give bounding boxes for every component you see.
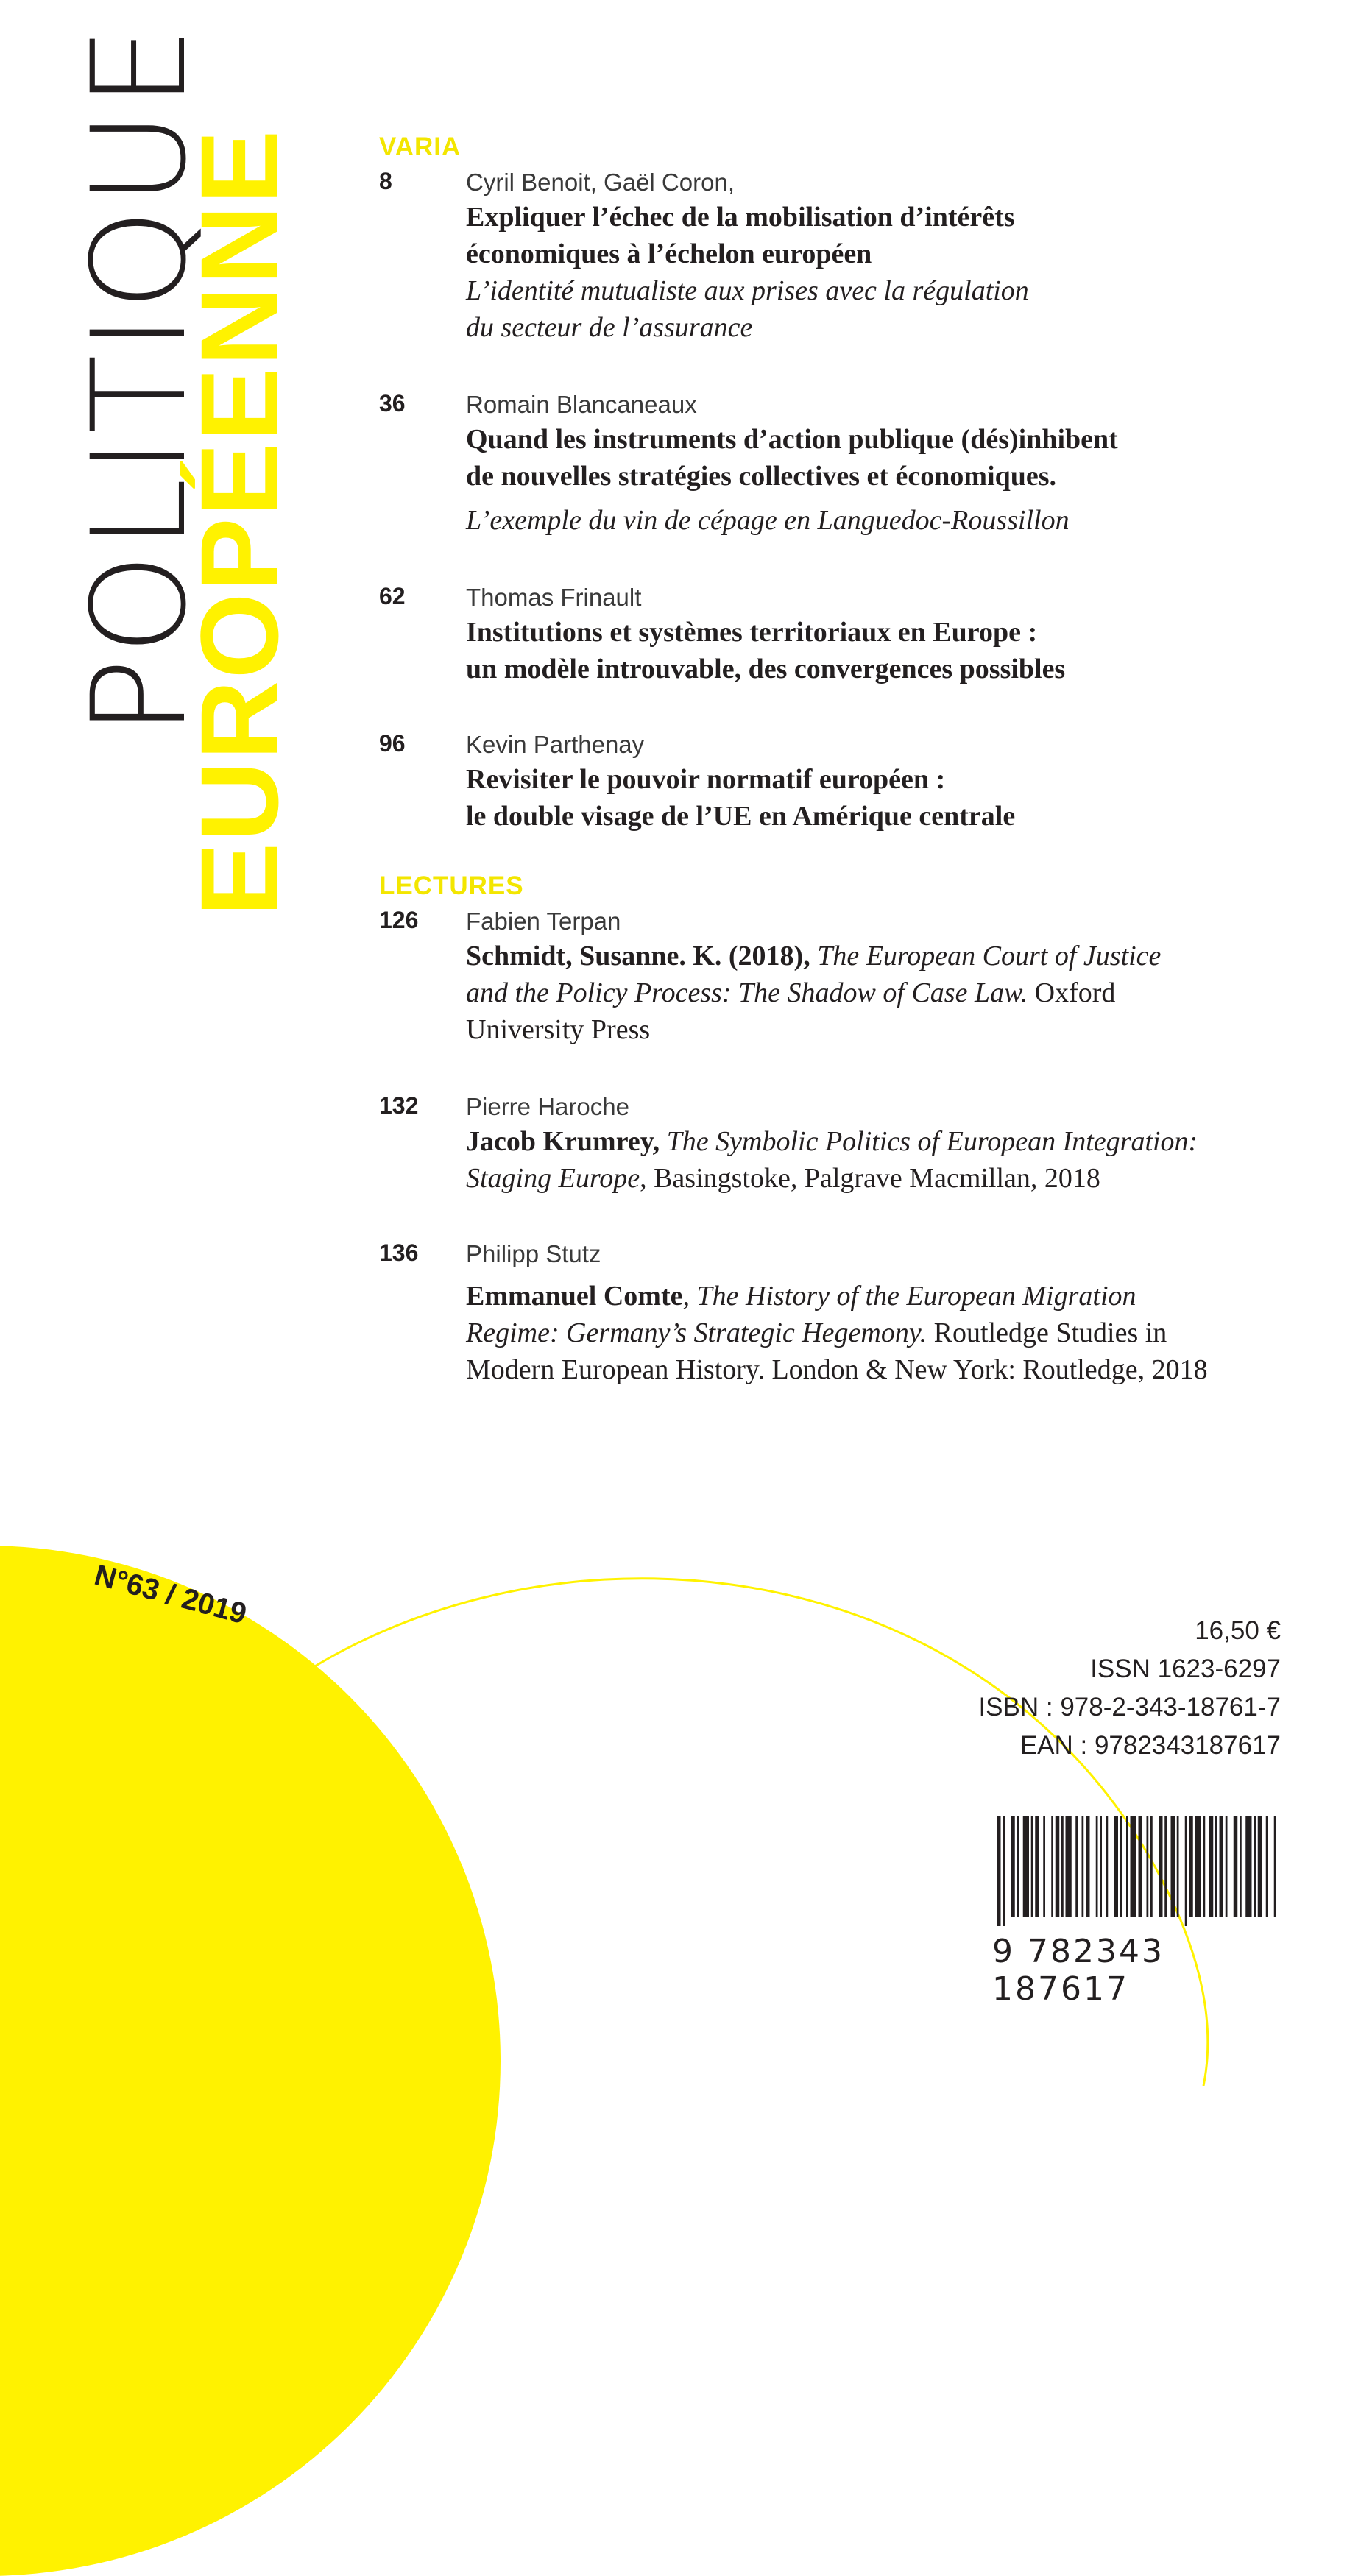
toc-entry[interactable] xyxy=(379,581,1284,687)
article-author: Romain Blancaneaux xyxy=(466,391,697,418)
barcode-bar xyxy=(1131,1816,1136,1917)
barcode-bar xyxy=(997,1816,1001,1926)
book-author: Emmanuel Comte xyxy=(466,1281,683,1312)
barcode-bar xyxy=(1066,1816,1072,1917)
page-number: 132 xyxy=(379,1092,419,1119)
barcode-bar xyxy=(1159,1816,1163,1917)
barcode-bar xyxy=(1096,1816,1098,1917)
article-author: Thomas Frinault xyxy=(466,584,642,611)
table-of-contents xyxy=(379,132,1284,1388)
book-title: Staging Europe xyxy=(466,1163,640,1194)
book-publisher: Routledge Studies in xyxy=(933,1317,1167,1348)
book-author: Schmidt, Susanne. K. (2018), xyxy=(466,941,810,972)
page-number: 136 xyxy=(379,1239,419,1266)
barcode-bar xyxy=(1189,1816,1193,1917)
book-reference-line xyxy=(466,938,1284,974)
page-number: 36 xyxy=(379,390,406,417)
barcode xyxy=(992,1816,1279,2008)
barcode-bar xyxy=(1043,1816,1045,1917)
article-author: Cyril Benoit, Gaël Coron, xyxy=(466,169,735,196)
price: 16,50 € xyxy=(1195,1616,1281,1645)
barcode-bar xyxy=(1164,1816,1167,1917)
barcode-bar xyxy=(1120,1816,1122,1917)
barcode-bar xyxy=(1051,1816,1053,1917)
article-title: économiques à l’échelon européen xyxy=(466,238,872,269)
issn: ISSN 1623-6297 xyxy=(1090,1655,1281,1683)
article-title: Quand les instruments d’action publique (dés)inhibent xyxy=(466,424,1118,455)
review-author: Pierre Haroche xyxy=(466,1093,629,1120)
toc-entry[interactable] xyxy=(379,1091,1284,1197)
page-number: 62 xyxy=(379,583,406,609)
isbn: ISBN : 978-2-343-18761-7 xyxy=(978,1693,1281,1722)
barcode-bar xyxy=(1209,1816,1214,1917)
article-subtitle: L’identité mutualiste aux prises avec la régulation xyxy=(466,275,1029,306)
barcode-bar xyxy=(1258,1816,1262,1917)
book-publisher: Oxford xyxy=(1034,977,1116,1008)
book-title: and the Policy Process: The Shadow of Case Law. xyxy=(466,977,1028,1008)
toc-entry[interactable] xyxy=(379,1238,1284,1388)
barcode-bar xyxy=(1254,1816,1256,1917)
toc-entry[interactable] xyxy=(379,905,1284,1048)
section-heading-lectures: LECTURES xyxy=(379,871,524,900)
barcode-bar xyxy=(1100,1816,1102,1917)
masthead-europeenne: EUROPÉENNE xyxy=(177,128,301,916)
barcode-bar xyxy=(1240,1816,1242,1917)
article-title: le double visage de l’UE en Amérique centrale xyxy=(466,801,1016,832)
barcode-bar xyxy=(1075,1816,1078,1917)
book-reference-line xyxy=(466,1278,1284,1314)
page-number: 126 xyxy=(379,907,419,933)
barcode-bar xyxy=(1031,1816,1033,1917)
barcode-bar xyxy=(1245,1816,1251,1917)
review-author: Philipp Stutz xyxy=(466,1240,601,1267)
barcode-bar xyxy=(1139,1816,1143,1917)
page-number: 96 xyxy=(379,730,406,757)
page-number: 8 xyxy=(379,168,392,194)
barcode-digits: 9 782343 187617 xyxy=(992,1933,1164,2008)
book-author: Jacob Krumrey, xyxy=(466,1126,660,1157)
barcode-bar xyxy=(1226,1816,1228,1917)
book-reference-line xyxy=(466,1123,1284,1160)
barcode-bar xyxy=(1234,1816,1238,1917)
barcode-bar xyxy=(1061,1816,1064,1917)
book-reference-line: Modern European History. London & New York: Routledge, 2018 xyxy=(466,1354,1208,1385)
barcode-bar xyxy=(1185,1816,1187,1926)
article-title: de nouvelles stratégies collectives et économiques. xyxy=(466,461,1057,492)
toc-entry[interactable] xyxy=(379,166,1284,346)
barcode-bar xyxy=(1035,1816,1039,1917)
barcode-bar xyxy=(1003,1816,1005,1926)
barcode-bar xyxy=(1150,1816,1153,1917)
article-title: Revisiter le pouvoir normatif européen : xyxy=(466,764,946,795)
barcode-bar xyxy=(1023,1816,1029,1917)
book-reference-line: University Press xyxy=(466,1014,651,1045)
barcode-bar xyxy=(1126,1816,1128,1917)
barcode-bar xyxy=(1017,1816,1019,1917)
issue-number: N°63 / 2019 xyxy=(91,1559,250,1631)
barcode-bar xyxy=(1171,1816,1175,1917)
article-subtitle: L’exemple du vin de cépage en Languedoc-Roussillon xyxy=(466,505,1070,536)
barcode-bar xyxy=(1215,1816,1217,1917)
price-block xyxy=(978,1612,1281,1765)
barcode-bar xyxy=(1082,1816,1084,1917)
book-reference-line xyxy=(466,1314,1284,1351)
masthead-politique: POLITIQUE xyxy=(64,23,215,736)
barcode-bar xyxy=(1266,1816,1268,1917)
book-publisher: , Basingstoke, Palgrave Macmillan, 2018 xyxy=(640,1163,1100,1194)
book-title: The European Court of Justice xyxy=(817,941,1162,972)
book-reference-line xyxy=(466,1160,1284,1197)
ean: EAN : 9782343187617 xyxy=(1019,1731,1281,1760)
barcode-bar xyxy=(1086,1816,1090,1917)
book-title: , The History of the European Migration xyxy=(682,1281,1136,1312)
barcode-bar xyxy=(1203,1816,1206,1917)
article-subtitle: du secteur de l’assurance xyxy=(466,312,753,343)
toc-entry[interactable] xyxy=(379,729,1284,835)
barcode-bar xyxy=(1011,1816,1015,1917)
article-title: un modèle introuvable, des convergences possibles xyxy=(466,654,1066,684)
barcode-bar xyxy=(1147,1816,1149,1917)
barcode-bars xyxy=(992,1816,1279,1926)
barcode-bar xyxy=(1274,1816,1276,1917)
barcode-bar xyxy=(1106,1816,1109,1917)
article-title: Institutions et systèmes territoriaux en Europe : xyxy=(466,617,1038,648)
book-title: Regime: Germany’s Strategic Hegemony. xyxy=(466,1317,927,1348)
barcode-bar xyxy=(1220,1816,1224,1917)
barcode-bar xyxy=(1114,1816,1119,1917)
review-author: Fabien Terpan xyxy=(466,907,621,935)
barcode-bar xyxy=(1177,1816,1179,1917)
toc-entry[interactable] xyxy=(379,389,1284,539)
barcode-bar xyxy=(1195,1816,1201,1917)
section-heading-varia: VARIA xyxy=(379,132,462,161)
book-title: The Symbolic Politics of European Integration: xyxy=(666,1126,1198,1157)
article-title: Expliquer l’échec de la mobilisation d’intérêts xyxy=(466,202,1015,233)
article-author: Kevin Parthenay xyxy=(466,731,645,758)
book-reference-line xyxy=(466,974,1284,1011)
barcode-bar xyxy=(1056,1816,1060,1917)
